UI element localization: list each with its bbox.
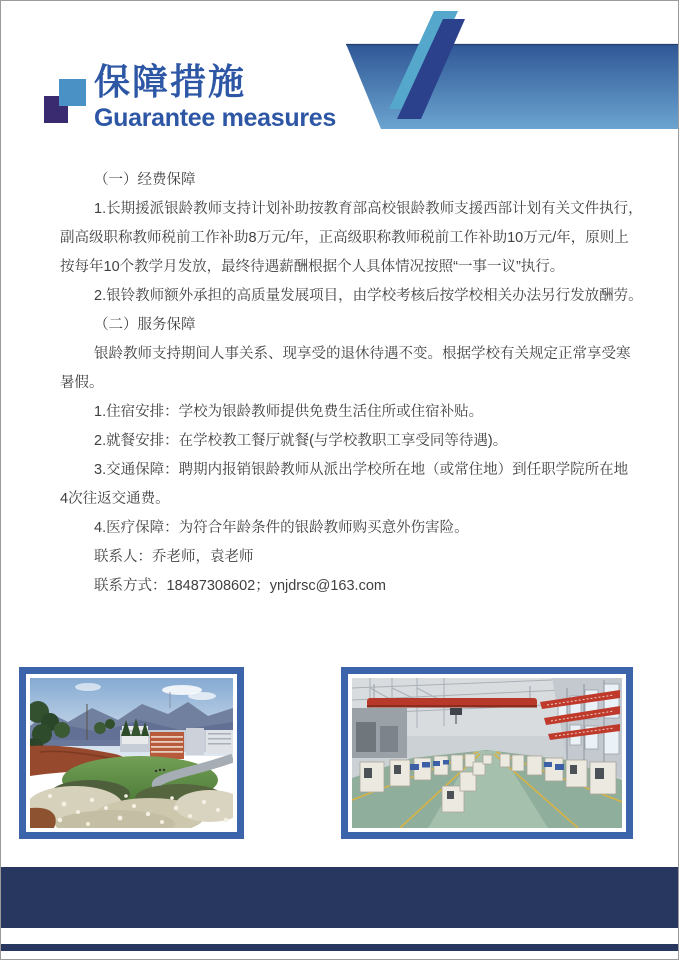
contact-info-line: 联系方式：18487308602；ynjdrsc@163.com <box>94 578 386 594</box>
title-square-light-icon <box>59 79 86 106</box>
body-line: （二）服务保障 <box>94 317 196 333</box>
body-line: 副高级职称教师税前工作补助8万元/年，正高级职称教师税前工作补助10万元/年，原则上 <box>60 230 629 246</box>
page-subtitle: Guarantee measures <box>94 104 336 132</box>
photo-frame-right <box>341 667 633 839</box>
photo-frame-left <box>19 667 244 839</box>
contact-person-line: 联系人：乔老师，袁老师 <box>94 549 254 565</box>
body-line: 1.长期援派银龄教师支持计划补助按教育部高校银龄教师支援西部计划有关文件执行， <box>94 201 643 217</box>
photo-inner-border <box>348 674 626 832</box>
body-line: 暑假。 <box>60 375 104 391</box>
campus-landscape-photo <box>30 678 233 828</box>
body-line: 银龄教师支持期间人事关系、现享受的退休待遇不变。根据学校有关规定正常享受寒 <box>94 346 631 362</box>
machining-workshop-photo <box>352 678 622 828</box>
photo-inner-border <box>26 674 237 832</box>
footer-band <box>1 867 678 928</box>
body-line: （一）经费保障 <box>94 172 196 188</box>
body-line: 4.医疗保障：为符合年龄条件的银龄教师购买意外伤害险。 <box>94 520 469 536</box>
footer-stripe <box>1 944 678 951</box>
body-line: 2.就餐安排：在学校教工餐厅就餐(与学校教职工享受同等待遇)。 <box>94 433 508 449</box>
body-text <box>60 166 643 601</box>
body-line: 1.住宿安排：学校为银龄教师提供免费生活住所或住宿补贴。 <box>94 404 484 420</box>
body-line: 2.银铃教师额外承担的高质量发展项目，由学校考核后按学校相关办法另行发放酬劳。 <box>94 288 643 304</box>
body-line: 4次往返交通费。 <box>60 491 170 507</box>
body-line: 按每年10个教学月发放，最终待遇薪酬根据个人具体情况按照“一事一议”执行。 <box>60 259 565 275</box>
page-title: 保障措施 <box>94 61 247 102</box>
body-line: 3.交通保障：聘期内报销银龄教师从派出学校所在地（或常住地）到任职学院所在地 <box>94 462 629 478</box>
